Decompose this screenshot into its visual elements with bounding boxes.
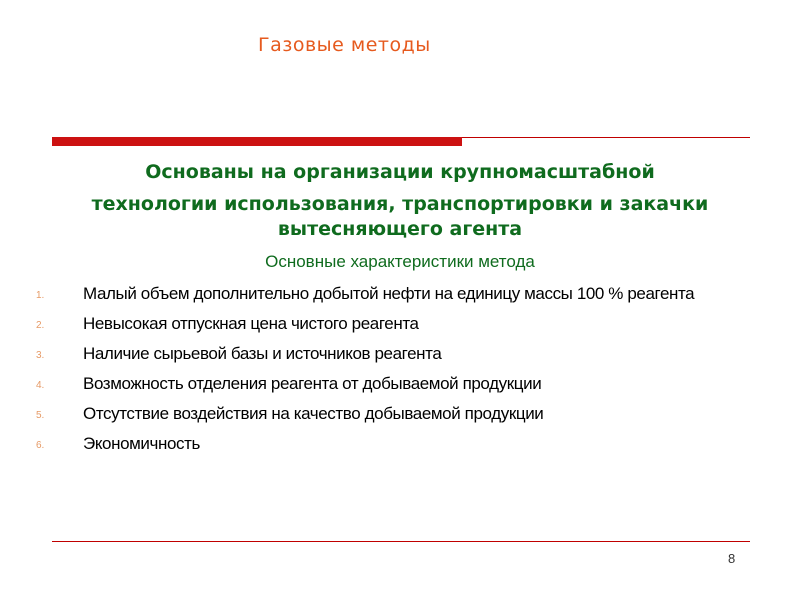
list-number: 1. — [36, 290, 45, 301]
list-item — [0, 284, 800, 314]
heading-line-3: вытесняющего агента — [277, 218, 523, 240]
list-text: Невысокая отпускная цена чистого реагента — [83, 314, 419, 333]
list-text: Наличие сырьевой базы и источников реагента — [83, 344, 442, 363]
list-item — [0, 434, 800, 464]
divider-thick — [52, 137, 462, 146]
subheading: Основные характеристики метода — [265, 252, 535, 271]
heading-line-1: Основаны на организации крупномасштабной — [145, 161, 655, 183]
characteristics-list — [0, 284, 800, 464]
list-number: 5. — [36, 410, 45, 421]
slide-title: Газовые методы — [258, 34, 431, 56]
list-item — [0, 374, 800, 404]
list-number: 3. — [36, 350, 45, 361]
list-number: 6. — [36, 440, 45, 451]
list-item — [0, 404, 800, 434]
list-text: Экономичность — [83, 434, 200, 453]
list-text: Возможность отделения реагента от добываемой продукции — [83, 374, 542, 393]
list-text: Отсутствие воздействия на качество добываемой продукции — [83, 404, 544, 423]
list-number: 4. — [36, 380, 45, 391]
list-text: Малый объем дополнительно добытой нефти на единицу массы 100 % реагента — [83, 284, 695, 303]
divider-bottom — [52, 541, 750, 542]
list-item — [0, 344, 800, 374]
page-number: 8 — [728, 551, 736, 566]
heading-line-2: технологии использования, транспортировки и закачки — [91, 193, 709, 215]
list-number: 2. — [36, 320, 45, 331]
list-item — [0, 314, 800, 344]
